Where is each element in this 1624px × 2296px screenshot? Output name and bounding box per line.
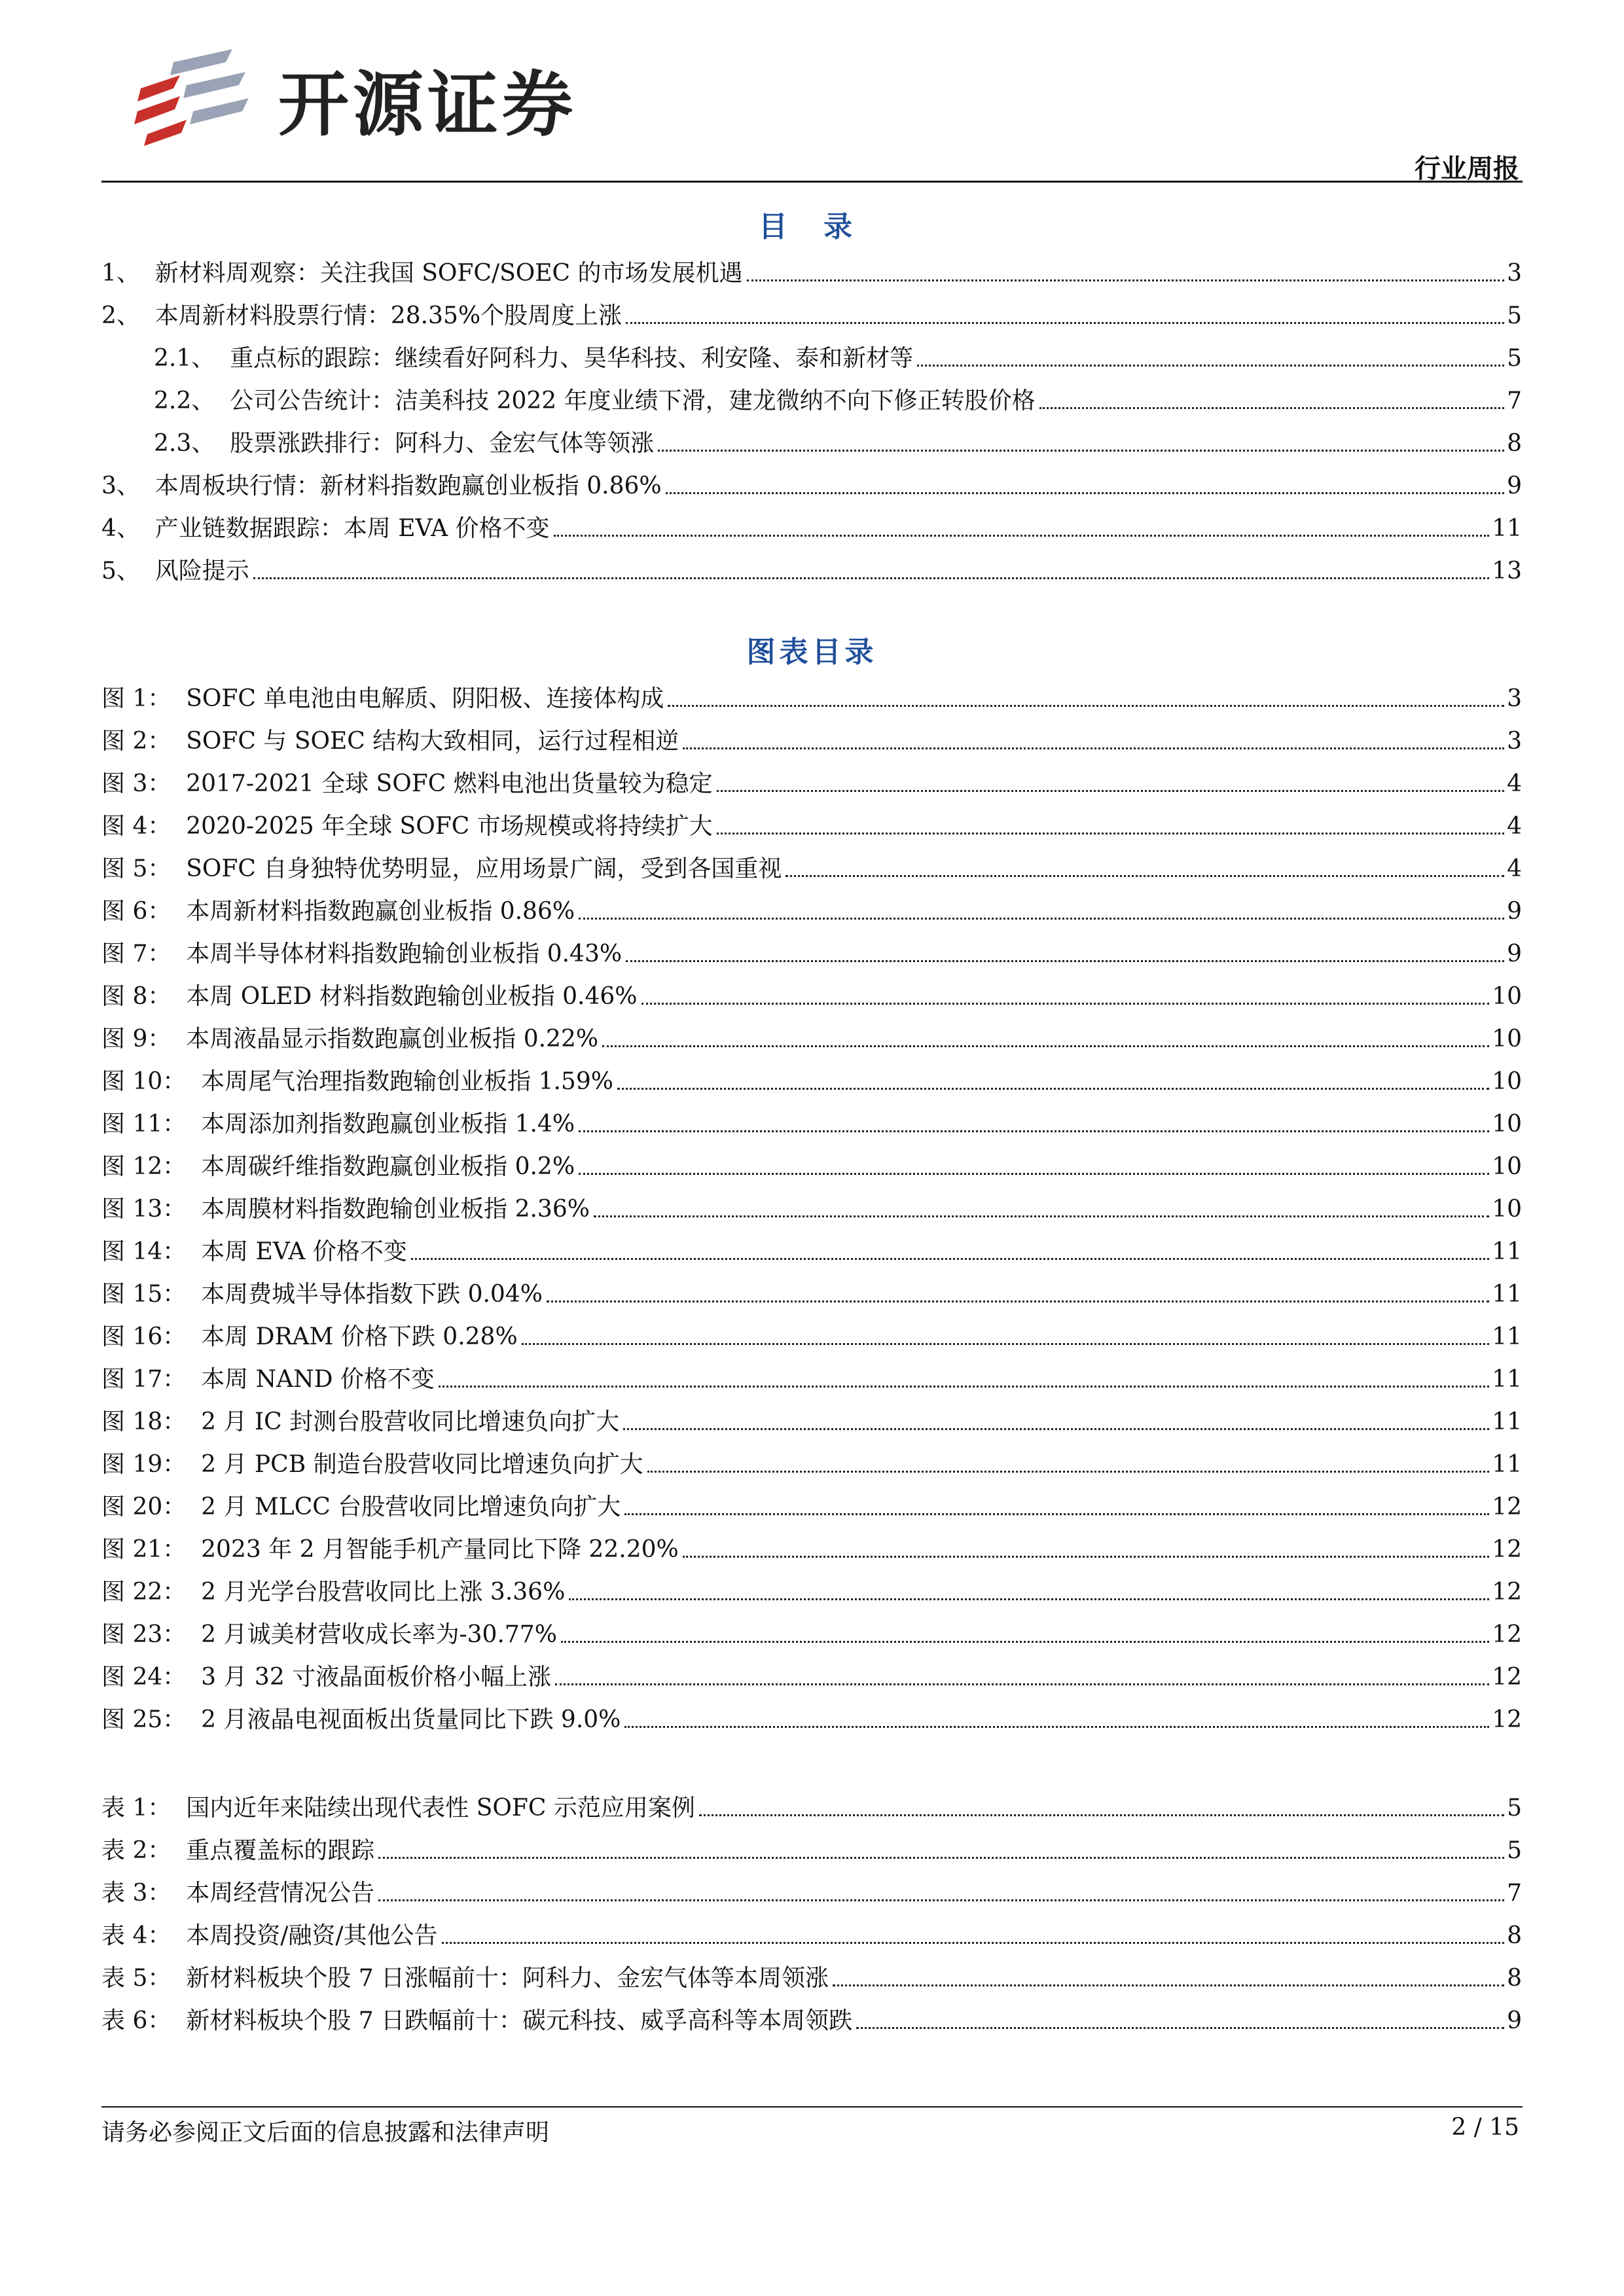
toc-entry-text: 风险提示	[154, 558, 249, 584]
toc-entry[interactable]	[101, 331, 1522, 373]
figure-entry-text: 本周 NAND 价格不变	[201, 1366, 435, 1393]
figure-entry-page: 10	[1492, 983, 1522, 1010]
toc-entry[interactable]	[101, 458, 1522, 501]
dot-leader	[833, 1984, 1504, 1986]
dot-leader	[624, 1726, 1489, 1728]
dot-leader	[747, 279, 1505, 281]
dot-leader	[411, 1258, 1489, 1260]
dot-leader	[624, 1513, 1489, 1515]
figure-entry-text: 2 月光学台股营收同比上涨 3.36%	[201, 1579, 566, 1605]
figure-entry-page: 4	[1507, 813, 1522, 840]
table-entry-page: 5	[1507, 1837, 1522, 1864]
toc-entry-page: 9	[1507, 473, 1522, 499]
figure-entry[interactable]	[101, 1139, 1522, 1181]
figure-entry-page: 11	[1492, 1408, 1522, 1435]
figure-entry-number: 图 5：	[101, 855, 187, 882]
toc-entry[interactable]	[101, 373, 1522, 416]
table-entry-number: 表 2：	[101, 1837, 187, 1864]
dot-leader	[647, 1471, 1490, 1473]
figure-entry-number: 图 23：	[101, 1621, 202, 1648]
dot-leader	[785, 875, 1504, 877]
figure-entry[interactable]	[101, 1692, 1522, 1734]
figure-entry-page: 12	[1492, 1536, 1522, 1563]
figure-entry-text: 本周半导体材料指数跑输创业板指 0.43%	[186, 941, 623, 967]
figure-entry-number: 图 24：	[101, 1664, 202, 1691]
toc-entry-page: 13	[1492, 558, 1522, 584]
table-entry-number: 表 5：	[101, 1965, 187, 1992]
figure-entry[interactable]	[101, 1522, 1522, 1564]
figure-entry-number: 图 17：	[101, 1366, 202, 1393]
dot-leader	[378, 1899, 1504, 1901]
toc-entry-text: 本周新材料股票行情：28.35%个股周度上涨	[154, 302, 623, 329]
dot-leader	[579, 1130, 1489, 1132]
toc-entry-page: 3	[1507, 260, 1522, 287]
figure-entry-text: SOFC 单电池由电解质、阴阳极、连接体构成	[186, 685, 664, 712]
dot-leader	[1039, 407, 1504, 409]
figure-entry-number: 图 25：	[101, 1706, 202, 1733]
table-entry[interactable]	[101, 1865, 1522, 1908]
figure-entry-page: 12	[1492, 1664, 1522, 1691]
toc-entry-number: 5、	[101, 558, 155, 584]
figure-entry-number: 图 19：	[101, 1451, 202, 1478]
dot-leader	[856, 2027, 1504, 2029]
footer-disclaimer: 请务必参阅正文后面的信息披露和法律声明	[101, 2119, 550, 2146]
figure-entry[interactable]	[101, 841, 1522, 884]
figure-entry-text: 本周新材料指数跑赢创业板指 0.86%	[186, 898, 575, 925]
toc-entry-text: 本周板块行情：新材料指数跑赢创业板指 0.86%	[154, 473, 662, 499]
dot-leader	[569, 1598, 1489, 1600]
toc-entry-page: 11	[1492, 515, 1522, 542]
figure-entry-text: 2020-2025 年全球 SOFC 市场规模或将持续扩大	[186, 813, 713, 840]
toc-entry-page: 7	[1507, 387, 1522, 414]
toc-entry-number: 2.3、	[154, 430, 230, 457]
figure-entry-text: 2 月诚美材营收成长率为-30.77%	[201, 1621, 557, 1648]
dot-leader	[699, 1814, 1504, 1816]
toc-entry-page: 5	[1507, 302, 1522, 329]
figure-entry-number: 图 7：	[101, 941, 187, 967]
toc-entry-number: 2.1、	[154, 345, 230, 372]
dot-leader	[666, 492, 1504, 494]
figure-entry-text: 2 月液晶电视面板出货量同比下跌 9.0%	[201, 1706, 621, 1733]
page-number: 2 / 15	[1451, 2114, 1519, 2141]
dot-leader	[547, 1300, 1489, 1302]
figure-entry-text: 2023 年 2 月智能手机产量同比下降 22.20%	[201, 1536, 679, 1563]
figure-entry-page: 11	[1492, 1281, 1522, 1308]
figure-entry-page: 11	[1492, 1366, 1522, 1393]
figure-entry-text: 2 月 IC 封测台股营收同比增速负向扩大	[201, 1408, 620, 1435]
figure-entry[interactable]	[101, 1649, 1522, 1692]
figure-entry-page: 10	[1492, 1068, 1522, 1095]
brand-logo-icon	[134, 49, 252, 147]
toc-entry[interactable]	[101, 543, 1522, 586]
dot-leader	[554, 535, 1490, 537]
table-entry-number: 表 1：	[101, 1795, 187, 1821]
figure-entry-number: 图 6：	[101, 898, 187, 925]
figure-entry-page: 12	[1492, 1579, 1522, 1605]
table-entry-text: 国内近年来陆续出现代表性 SOFC 示范应用案例	[186, 1795, 695, 1821]
figure-entry-page: 4	[1507, 770, 1522, 797]
figure-entry-page: 3	[1507, 685, 1522, 712]
dot-leader	[617, 1088, 1489, 1090]
doc-type-label: 行业周报	[1415, 153, 1519, 184]
figure-entry-text: 3 月 32 寸液晶面板价格小幅上涨	[201, 1664, 552, 1691]
figure-entry[interactable]	[101, 1181, 1522, 1224]
table-entry[interactable]	[101, 1908, 1522, 1950]
figure-entry-text: 2017-2021 全球 SOFC 燃料电池出货量较为稳定	[186, 770, 713, 797]
dot-leader	[522, 1343, 1490, 1345]
figure-entry-text: 2 月 PCB 制造台股营收同比增速负向扩大	[201, 1451, 643, 1478]
figure-entry-number: 图 16：	[101, 1323, 202, 1350]
table-entry[interactable]	[101, 1780, 1522, 1823]
figure-entry-number: 图 2：	[101, 728, 187, 755]
figure-entry-number: 图 9：	[101, 1026, 187, 1052]
figure-entry-page: 10	[1492, 1153, 1522, 1180]
figure-entry-page: 10	[1492, 1196, 1522, 1223]
figure-entry-text: 本周 EVA 价格不变	[201, 1238, 407, 1265]
figure-entry-number: 图 20：	[101, 1494, 202, 1520]
dot-leader	[579, 918, 1504, 920]
figure-entry-text: 本周费城半导体指数下跌 0.04%	[201, 1281, 543, 1308]
figure-entry[interactable]	[101, 1096, 1522, 1139]
figure-entry-number: 图 12：	[101, 1153, 202, 1180]
figures-list	[101, 671, 1522, 1734]
table-entry-text: 重点覆盖标的跟踪	[186, 1837, 375, 1864]
figure-entry-page: 12	[1492, 1494, 1522, 1520]
table-entry[interactable]	[101, 1950, 1522, 1993]
dot-leader	[442, 1942, 1505, 1944]
dot-leader	[378, 1857, 1504, 1859]
header-divider	[101, 181, 1523, 183]
figure-entry[interactable]	[101, 713, 1522, 756]
toc-entry[interactable]	[101, 416, 1522, 458]
table-entry-text: 新材料板块个股 7 日涨幅前十：阿科力、金宏气体等本周领涨	[186, 1965, 829, 1992]
figure-entry-text: 本周尾气治理指数跑输创业板指 1.59%	[201, 1068, 613, 1095]
footer-divider	[101, 2106, 1523, 2108]
toc-entry-number: 2、	[101, 302, 155, 329]
figure-entry[interactable]	[101, 671, 1522, 713]
figure-entry-page: 9	[1507, 941, 1522, 967]
figure-entry-number: 图 8：	[101, 983, 187, 1010]
toc-entry-text: 股票涨跌排行：阿科力、金宏气体等领涨	[230, 430, 655, 457]
toc-entry[interactable]	[101, 501, 1522, 543]
figure-entry[interactable]	[101, 1224, 1522, 1266]
toc-entry-text: 新材料周观察：关注我国 SOFC/SOEC 的市场发展机遇	[154, 260, 743, 287]
figure-entry-number: 图 15：	[101, 1281, 202, 1308]
brand-name: 开源证券	[278, 63, 577, 146]
toc-list	[101, 245, 1522, 586]
dot-leader	[602, 1045, 1489, 1047]
dot-leader	[717, 790, 1504, 792]
figure-entry-page: 11	[1492, 1451, 1522, 1478]
figure-entry-page: 4	[1507, 855, 1522, 882]
figure-entry[interactable]	[101, 798, 1522, 841]
figure-entry[interactable]	[101, 756, 1522, 798]
figure-entry-text: 2 月 MLCC 台股营收同比增速负向扩大	[201, 1494, 621, 1520]
figure-entry[interactable]	[101, 1394, 1522, 1437]
toc-entry-number: 3、	[101, 473, 155, 499]
table-entry-number: 表 4：	[101, 1922, 187, 1949]
figure-entry-text: 本周 OLED 材料指数跑输创业板指 0.46%	[186, 983, 638, 1010]
table-entry-number: 表 3：	[101, 1880, 187, 1907]
dot-leader	[594, 1215, 1489, 1217]
figure-entry-text: 本周膜材料指数跑输创业板指 2.36%	[201, 1196, 590, 1223]
figure-entry-number: 图 14：	[101, 1238, 202, 1265]
brand-logo	[134, 46, 577, 151]
dot-leader	[623, 1428, 1489, 1430]
figure-entry[interactable]	[101, 1011, 1522, 1054]
table-entry[interactable]	[101, 1823, 1522, 1865]
figure-entry[interactable]	[101, 1352, 1522, 1394]
dot-leader	[668, 705, 1504, 707]
figure-entry[interactable]	[101, 1564, 1522, 1607]
dot-leader	[917, 365, 1504, 367]
figure-entry-page: 11	[1492, 1323, 1522, 1350]
dot-leader	[579, 1173, 1489, 1175]
table-entry-page: 5	[1507, 1795, 1522, 1821]
figure-entry-number: 图 21：	[101, 1536, 202, 1563]
figure-entry-number: 图 10：	[101, 1068, 202, 1095]
toc-title: 目 录	[758, 210, 866, 243]
figure-entry-text: SOFC 自身独特优势明显，应用场景广阔，受到各国重视	[186, 855, 782, 882]
figure-entry[interactable]	[101, 1054, 1522, 1096]
figure-entry-number: 图 1：	[101, 685, 187, 712]
dot-leader	[561, 1641, 1489, 1643]
table-entry-text: 本周投资/融资/其他公告	[186, 1922, 438, 1949]
dot-leader	[683, 747, 1504, 749]
figure-entry-page: 12	[1492, 1706, 1522, 1733]
toc-entry-number: 4、	[101, 515, 155, 542]
figure-entry[interactable]	[101, 1607, 1522, 1649]
figure-entry-number: 图 3：	[101, 770, 187, 797]
figure-entry[interactable]	[101, 1479, 1522, 1522]
table-entry-page: 7	[1507, 1880, 1522, 1907]
figure-entry-page: 12	[1492, 1621, 1522, 1648]
figure-entry-number: 图 11：	[101, 1111, 202, 1138]
figure-entry-text: SOFC 与 SOEC 结构大致相同，运行过程相逆	[186, 728, 679, 755]
figure-entry-number: 图 18：	[101, 1408, 202, 1435]
figure-entry-number: 图 4：	[101, 813, 187, 840]
toc-entry-text: 公司公告统计：洁美科技 2022 年度业绩下滑，建龙微纳不向下修正转股价格	[230, 387, 1036, 414]
table-entry-page: 9	[1507, 2007, 1522, 2034]
figure-entry-page: 11	[1492, 1238, 1522, 1265]
dot-leader	[253, 577, 1489, 579]
figure-entry-number: 图 22：	[101, 1579, 202, 1605]
figure-entry[interactable]	[101, 1266, 1522, 1309]
dot-leader	[641, 1003, 1490, 1005]
toc-entry-text: 产业链数据跟踪：本周 EVA 价格不变	[154, 515, 550, 542]
figure-entry[interactable]	[101, 884, 1522, 926]
figure-entry-text: 本周碳纤维指数跑赢创业板指 0.2%	[201, 1153, 575, 1180]
table-entry-text: 本周经营情况公告	[186, 1880, 375, 1907]
figure-entry[interactable]	[101, 1309, 1522, 1352]
figures-title: 图表目录	[746, 636, 878, 669]
dot-leader	[717, 833, 1504, 834]
toc-entry-page: 5	[1507, 345, 1522, 372]
dot-leader	[439, 1386, 1489, 1388]
table-entry-page: 8	[1507, 1965, 1522, 1992]
dot-leader	[683, 1556, 1489, 1558]
figure-entry-page: 10	[1492, 1026, 1522, 1052]
figure-entry[interactable]	[101, 1437, 1522, 1479]
figure-entry-text: 本周液晶显示指数跑赢创业板指 0.22%	[186, 1026, 599, 1052]
figure-entry[interactable]	[101, 926, 1522, 969]
table-entry-number: 表 6：	[101, 2007, 187, 2034]
table-entry-page: 8	[1507, 1922, 1522, 1949]
toc-entry[interactable]	[101, 288, 1522, 331]
toc-entry[interactable]	[101, 245, 1522, 288]
figure-entry-page: 10	[1492, 1111, 1522, 1138]
dot-leader	[658, 450, 1504, 452]
toc-entry-page: 8	[1507, 430, 1522, 457]
figure-entry-number: 图 13：	[101, 1196, 202, 1223]
figure-entry[interactable]	[101, 969, 1522, 1011]
table-entry-text: 新材料板块个股 7 日跌幅前十：碳元科技、威孚高科等本周领跌	[186, 2007, 853, 2034]
figure-entry-page: 3	[1507, 728, 1522, 755]
toc-entry-number: 1、	[101, 260, 155, 287]
dot-leader	[626, 322, 1504, 324]
figure-entry-page: 9	[1507, 898, 1522, 925]
table-entry[interactable]	[101, 1993, 1522, 2036]
figure-entry-text: 本周添加剂指数跑赢创业板指 1.4%	[201, 1111, 575, 1138]
dot-leader	[626, 960, 1504, 962]
tables-list	[101, 1780, 1522, 2036]
figure-entry-text: 本周 DRAM 价格下跌 0.28%	[201, 1323, 518, 1350]
toc-entry-text: 重点标的跟踪：继续看好阿科力、昊华科技、利安隆、泰和新材等	[230, 345, 914, 372]
toc-entry-number: 2.2、	[154, 387, 230, 414]
dot-leader	[555, 1683, 1489, 1685]
